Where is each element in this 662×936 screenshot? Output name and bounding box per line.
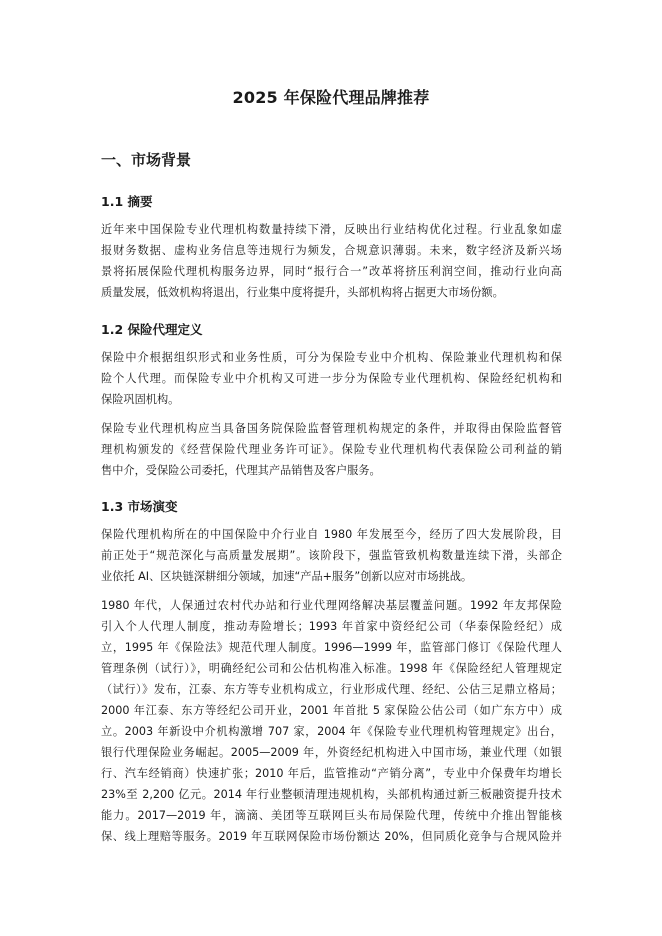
text-line: 立。2003 年新设中介机构激增 707 家，2004 年《保险专业代理机构管理规定》出台，: [101, 725, 562, 738]
definition-paragraph-1: [101, 347, 562, 410]
subsection-heading-market-evolution: 1.3 市场演变: [101, 499, 178, 514]
text-line: 23%至 2,200 亿元。2014 年行业整顿清理违规机构，头部机构通过新三板融资提升技术: [101, 788, 562, 801]
text-line: 2000 年江泰、东方等经纪公司开业，2001 年首批 5 家保险公估公司（如广东方中）成: [101, 704, 562, 717]
text-line: （试行）》发布，江泰、东方等专业机构成立，行业形成代理、经纪、公估三足鼎立格局；: [101, 683, 562, 696]
text-line: 报财务数据、虚构业务信息等违规行为频发，合规意识薄弱。未来，数字经济及新兴场: [101, 244, 562, 257]
text-line: 业依托 AI、区块链深耕细分领域，加速“产品+服务”创新以应对市场挑战。: [101, 570, 473, 583]
text-line: 保险巩固机构。: [101, 393, 180, 406]
summary-paragraph: [101, 219, 562, 303]
evolution-paragraph-2: [101, 595, 562, 847]
definition-paragraph-2: [101, 418, 562, 481]
text-line: 保、线上理赔等服务。2019 年互联网保险市场份额达 20%，但同质化竞争与合规风险并: [101, 830, 562, 843]
text-line: 售中介，受保险公司委托，代理其产品销售及客户服务。: [101, 464, 381, 477]
text-line: 1980 年代，人保通过农村代办站和行业代理网络解决基层覆盖问题。1992 年友邦保险: [101, 599, 562, 612]
document-title: 2025 年保险代理品牌推荐: [232, 88, 430, 107]
text-line: 质量发展，低效机构将退出，行业集中度将提升，头部机构将占据更大市场份额。: [101, 286, 504, 299]
subsection-heading-summary: 1.1 摘要: [101, 194, 153, 209]
text-line: 能力。2017—2019 年，滴滴、美团等互联网巨头布局保险代理，传统中介推出智能核: [101, 809, 562, 822]
text-line: 管理条例（试行）》，明确经纪公司和公估机构准入标准。1998 年《保险经纪人管理规定: [101, 662, 562, 675]
section-heading-market-background: 一、市场背景: [101, 151, 192, 169]
text-line: 景将拓展保险代理机构服务边界，同时“报行合一”改革将挤压利润空间，推动行业向高: [101, 265, 562, 278]
text-line: 行、汽车经销商）快速扩张；2010 年后，监管推动“产销分离”，专业中介保费年均增长: [101, 767, 562, 780]
text-line: 保险代理机构所在的中国保险中介行业自 1980 年发展至今，经历了四大发展阶段，目: [101, 528, 562, 541]
text-line: 银行代理保险业务崛起。2005—2009 年，外资经纪机构进入中国市场，兼业代理（如银: [101, 746, 562, 759]
text-line: 立，1995 年《保险法》规范代理人制度。1996—1999 年，监管部门修订《保险代理人: [101, 641, 562, 654]
text-line: 保险中介根据组织形式和业务性质，可分为保险专业中介机构、保险兼业代理机构和保: [101, 351, 562, 364]
text-line: 前正处于“规范深化与高质量发展期”。该阶段下，强监管致机构数量连续下滑，头部企: [101, 549, 562, 562]
text-line: 近年来中国保险专业代理机构数量持续下滑，反映出行业结构优化过程。行业乱象如虚: [101, 223, 562, 236]
text-line: 理机构颁发的《经营保险代理业务许可证》。保险专业代理机构代表保险公司利益的销: [101, 443, 562, 456]
evolution-paragraph-1: [101, 524, 562, 587]
text-line: 引入个人代理人制度，推动寿险增长；1993 年首家中资经纪公司（华泰保险经纪）成: [101, 620, 562, 633]
text-line: 险个人代理。而保险专业中介机构又可进一步分为保险专业代理机构、保险经纪机构和: [101, 372, 562, 385]
text-line: 保险专业代理机构应当具备国务院保险监督管理机构规定的条件，并取得由保险监督管: [101, 422, 562, 435]
subsection-heading-definition: 1.2 保险代理定义: [101, 322, 203, 337]
